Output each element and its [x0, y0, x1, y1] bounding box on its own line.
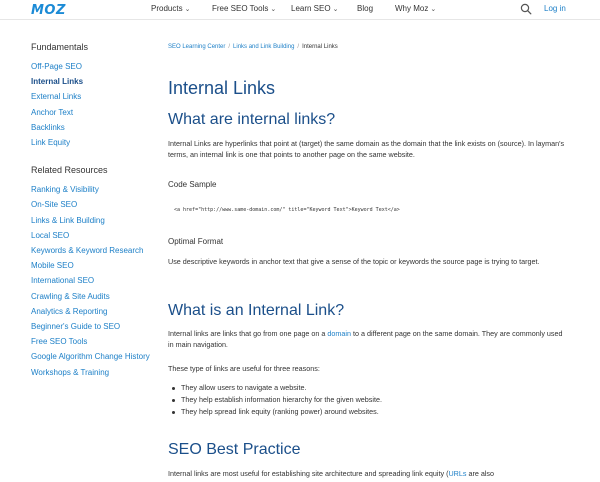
- code-sample: <a href="http://www.same-domain.com/" title="Keyword Text">Keyword Text</a>: [174, 207, 400, 213]
- page-title: Internal Links: [168, 78, 276, 98]
- sidebar-item-analytics-reporting[interactable]: Analytics & Reporting: [31, 306, 108, 316]
- nav-products[interactable]: [151, 4, 190, 13]
- urls-link[interactable]: URLs: [448, 469, 467, 478]
- moz-logo[interactable]: MOZ: [31, 3, 66, 18]
- sidebar-item-workshops-training[interactable]: Workshops & Training: [31, 367, 110, 377]
- nav-why-moz-label: Why Moz: [395, 4, 429, 13]
- nav-products-label: Products: [151, 4, 183, 13]
- text-segment: to a different page on the same domain. They are commonly used in main navigation.: [168, 329, 563, 349]
- heading-code-sample: Code Sample: [168, 180, 217, 189]
- paragraph-optimal-format: Use descriptive keywords in anchor text that give a sense of the topic or keywords the source page is trying to target.: [168, 257, 540, 266]
- breadcrumb: [168, 44, 568, 50]
- sidebar-item-links-link-building[interactable]: Links & Link Building: [31, 215, 105, 225]
- sidebar-heading-related-resources: Related Resources: [31, 165, 108, 176]
- nav-learn-seo-label: Learn SEO: [291, 4, 331, 13]
- nav-why-moz[interactable]: [395, 4, 436, 13]
- nav-blog-label: Blog: [357, 4, 374, 13]
- text-segment: Internal links are most useful for establishing site architecture and spreading link equity (: [168, 469, 449, 478]
- sidebar-item-backlinks[interactable]: Backlinks: [31, 122, 65, 132]
- sidebar-item-local-seo[interactable]: Local SEO: [31, 230, 70, 240]
- list-item: [172, 406, 382, 418]
- list-item-text: They help spread link equity (ranking power) around websites.: [181, 407, 379, 416]
- heading-optimal-format: Optimal Format: [168, 237, 224, 246]
- sidebar-item-mobile-seo[interactable]: Mobile SEO: [31, 261, 74, 271]
- top-navigation: [0, 0, 600, 20]
- sidebar-item-link-equity[interactable]: Link Equity: [31, 138, 71, 148]
- sidebar: [31, 42, 161, 380]
- chevron-down-icon: ⌄: [430, 6, 437, 13]
- sidebar-item-free-seo-tools[interactable]: Free SEO Tools: [31, 337, 88, 347]
- nav-free-seo-tools[interactable]: [212, 4, 276, 13]
- text-segment: are also: [466, 469, 495, 478]
- bullet-icon: [172, 399, 175, 402]
- breadcrumb-separator: /: [297, 44, 300, 50]
- paragraph-what-is-an-internal-link: [168, 329, 568, 350]
- heading-what-is-an-internal-link: What is an Internal Link?: [168, 302, 345, 319]
- paragraph-seo-best-practice: [168, 469, 568, 480]
- paragraph-reasons-intro: These type of links are useful for three reasons:: [168, 364, 320, 373]
- nav-free-seo-tools-label: Free SEO Tools: [212, 4, 269, 13]
- bullet-icon: [172, 387, 175, 390]
- breadcrumb-container: [168, 44, 568, 50]
- breadcrumb-links-link-building[interactable]: Links and Link Building: [233, 44, 295, 50]
- sidebar-item-off-page-seo[interactable]: Off-Page SEO: [31, 62, 82, 71]
- chevron-down-icon: ⌄: [184, 6, 191, 13]
- breadcrumb-separator: /: [228, 44, 231, 50]
- chevron-down-icon: ⌄: [270, 6, 277, 13]
- list-item-text: They allow users to navigate a website.: [181, 383, 307, 392]
- sidebar-item-beginners-guide[interactable]: Beginner's Guide to SEO: [31, 322, 121, 332]
- reasons-list: [172, 382, 382, 418]
- breadcrumb-seo-learning-center[interactable]: SEO Learning Center: [168, 44, 226, 50]
- sidebar-item-ranking-visibility[interactable]: Ranking & Visibility: [31, 185, 99, 195]
- sidebar-item-crawling-site-audits[interactable]: Crawling & Site Audits: [31, 291, 110, 301]
- paragraph-what-are-internal-links: Internal Links are hyperlinks that point at (target) the same domain as the domain that the link exists on (source). In layman's terms, an internal link is one that points to another page on the same website.: [168, 139, 565, 159]
- heading-what-are-internal-links: What are internal links?: [168, 111, 336, 128]
- sidebar-item-keywords-research[interactable]: Keywords & Keyword Research: [31, 246, 144, 256]
- sidebar-item-external-links[interactable]: External Links: [31, 92, 82, 102]
- domain-link[interactable]: domain: [327, 329, 351, 338]
- sidebar-heading-fundamentals: Fundamentals: [31, 42, 89, 52]
- heading-seo-best-practice: SEO Best Practice: [168, 441, 301, 458]
- nav-blog[interactable]: [357, 4, 373, 13]
- list-item: [172, 382, 382, 394]
- list-item-text: They help establish information hierarchy for the given website.: [181, 395, 382, 404]
- list-item: [172, 394, 382, 406]
- text-segment: Internal links are links that go from one page on a: [168, 329, 328, 338]
- sidebar-item-international-seo[interactable]: International SEO: [31, 276, 95, 286]
- breadcrumb-current: Internal Links: [302, 44, 338, 50]
- nav-learn-seo[interactable]: [291, 4, 338, 13]
- sidebar-item-on-site-seo[interactable]: On-Site SEO: [31, 200, 78, 210]
- sidebar-item-anchor-text[interactable]: Anchor Text: [31, 107, 74, 117]
- sidebar-item-algorithm-history[interactable]: Google Algorithm Change History: [31, 352, 150, 362]
- sidebar-item-internal-links[interactable]: Internal Links: [31, 77, 84, 87]
- login-link[interactable]: Log in: [544, 4, 566, 13]
- chevron-down-icon: ⌄: [332, 6, 339, 13]
- bullet-icon: [172, 411, 175, 414]
- search-icon[interactable]: [520, 3, 532, 15]
